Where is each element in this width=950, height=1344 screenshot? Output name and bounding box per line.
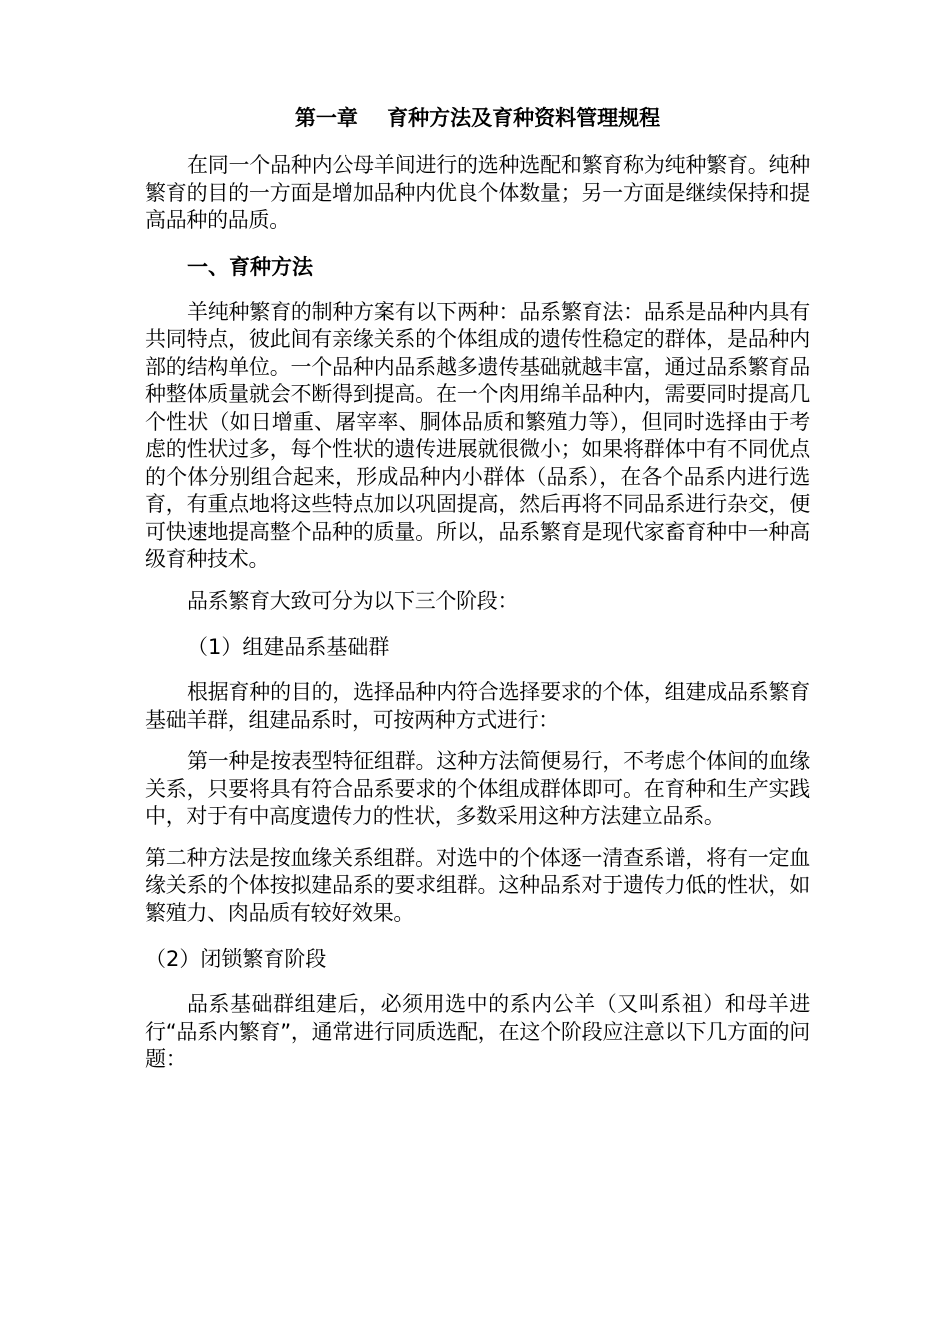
method-2-paragraph: 第二种方法是按血缘关系组群。对选中的个体逐一清查系谱，将有一定血缘关系的个体按拟建品系的要求组群。这种品系对于遗传力低的性状，如繁殖力、肉品质有较好效果。 [145, 845, 810, 925]
line-breeding-paragraph: 羊纯种繁育的制种方案有以下两种：品系繁育法：品系是品种内具有共同特点，彼此间有亲缘关系的个体组成的遗传性稳定的群体，是品种内部的结构单位。一个品种内品系越多遗传基础就越丰富，通过品系繁育品种整体质量就会不断得到提高。在一个肉用绵羊品种内，需要同时提高几个性状（如日增重、屠宰率、胴体品质和繁殖力等），但同时选择由于考虑的性状过多，每个性状的遗传进展就很微小；如果将群体中有不同优点的个体分别组合起来，形成品种内小群体（品系），在各个品系内进行选育，有重点地将这些特点加以巩固提高，然后再将不同品系进行杂交，便可快速地提高整个品种的质量。所以，品系繁育是现代家畜育种中一种高级育种技术。 [145, 299, 810, 571]
document-page [145, 100, 810, 1280]
stage-2-heading: （2）闭锁繁育阶段 [145, 947, 327, 971]
section-heading-breeding-methods: 一、育种方法 [187, 254, 313, 279]
chapter-title: 第一章 育种方法及育种资料管理规程 [294, 106, 661, 130]
stage-1-heading: （1）组建品系基础群 [187, 635, 390, 659]
stage-1-paragraph: 根据育种的目的，选择品种内符合选择要求的个体，组建成品系繁育基础羊群，组建品系时，可按两种方式进行： [145, 680, 810, 732]
stages-intro-paragraph: 品系繁育大致可分为以下三个阶段： [187, 588, 519, 613]
stage-2-paragraph: 品系基础群组建后，必须用选中的系内公羊（又叫系祖）和母羊进行“品系内繁育”，通常进行同质选配，在这个阶段应注意以下几方面的问题： [145, 992, 810, 1071]
method-1-paragraph: 第一种是按表型特征组群。这种方法简便易行，不考虑个体间的血缘关系，只要将具有符合品系要求的个体组成群体即可。在育种和生产实践中，对于有中高度遗传力的性状，多数采用这种方法建立品系。 [145, 749, 810, 828]
intro-paragraph: 在同一个品种内公母羊间进行的选种选配和繁育称为纯种繁育。纯种繁育的目的一方面是增加品种内优良个体数量；另一方面是继续保持和提高品种的品质。 [145, 153, 810, 232]
